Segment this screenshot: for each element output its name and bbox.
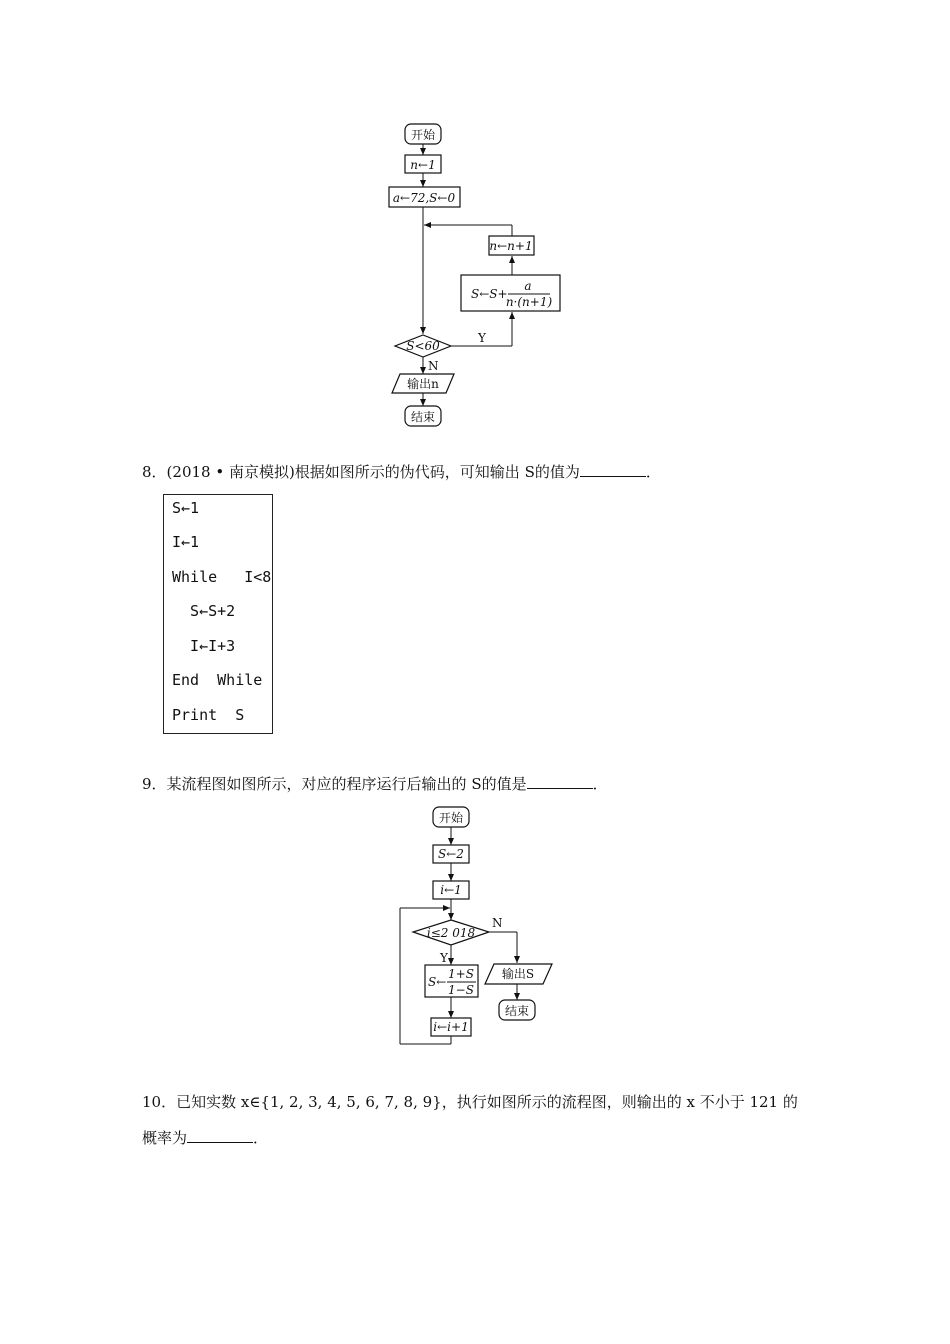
fc2-i-init-label: i←1 <box>440 883 462 897</box>
q8-pseudocode-box <box>163 494 273 734</box>
q9-prompt <box>142 774 608 794</box>
q9-period: ． <box>592 775 608 793</box>
q8-answer-blank[interactable] <box>580 462 646 477</box>
q10-answer-blank[interactable] <box>187 1128 253 1143</box>
q10-line1: 已知实数 x∈{1, 2, 3, 4, 5, 6, 7, 8, 9}，执行如图所示的流程图，则输出的 x 不小于 121 的 <box>176 1093 798 1111</box>
fc2-start-label: 开始 <box>438 811 464 825</box>
fc1-s-update-prefix: S←S+ <box>471 287 508 301</box>
code-line: While I<8 <box>172 568 272 586</box>
fc2-output-label: 输出S <box>501 967 535 981</box>
q10-prompt-line2 <box>142 1128 268 1148</box>
q9-number: 9． <box>142 775 167 793</box>
code-line: End While <box>172 671 263 689</box>
code-line: Print S <box>172 706 245 724</box>
q9-text: 某流程图如图所示，对应的程序运行后输出的 S的值是 <box>166 775 527 793</box>
fc1-no-label: N <box>428 359 439 373</box>
fc2-condition-label: i≤2 018 <box>426 926 476 940</box>
q8-period: ． <box>645 463 661 481</box>
fc1-end-label: 结束 <box>410 410 436 424</box>
fc1-a-init-label: a←72,S←0 <box>392 191 456 205</box>
code-line: I←1 <box>172 533 200 551</box>
fc2-s-update-num: 1+S <box>448 967 474 981</box>
code-line: S←1 <box>172 499 200 517</box>
fc2-s-update-den: 1−S <box>448 983 474 997</box>
fc2-s-update-prefix: S← <box>428 975 447 989</box>
q8-number: 8． <box>142 463 167 481</box>
fc1-start-label: 开始 <box>410 128 436 142</box>
fc2-yes-label: Y <box>440 951 448 965</box>
q10-line2: 概率为 <box>142 1129 188 1147</box>
fc1-n-inc-label: n←n+1 <box>489 239 533 253</box>
q8-text: (2018 • 南京模拟)根据如图所示的伪代码，可知输出 S的值为 <box>166 463 580 481</box>
q10-prompt-line1 <box>142 1092 798 1112</box>
fc2-s-init-label: S←2 <box>438 847 464 861</box>
code-line: S←S+2 <box>172 602 236 620</box>
q9-answer-blank[interactable] <box>527 774 593 789</box>
flowchart-1 <box>0 0 950 440</box>
fc1-n-init-label: n←1 <box>410 158 436 172</box>
fc1-s-update-num: a <box>524 279 532 293</box>
code-line: I←I+3 <box>172 637 236 655</box>
fc2-end-label: 结束 <box>504 1004 530 1018</box>
fc2-no-label: N <box>492 916 503 930</box>
fc2-i-inc-label: i←i+1 <box>433 1020 469 1034</box>
flowchart-2 <box>0 800 950 1050</box>
fc1-condition-label: S<60 <box>406 339 440 353</box>
q10-number: 10． <box>142 1093 177 1111</box>
fc1-s-update-den: n·(n+1) <box>505 295 553 309</box>
q10-period: ． <box>253 1129 269 1147</box>
q8-prompt <box>142 462 661 482</box>
fc1-output-label: 输出n <box>407 377 439 391</box>
fc1-yes-label: Y <box>478 331 486 345</box>
